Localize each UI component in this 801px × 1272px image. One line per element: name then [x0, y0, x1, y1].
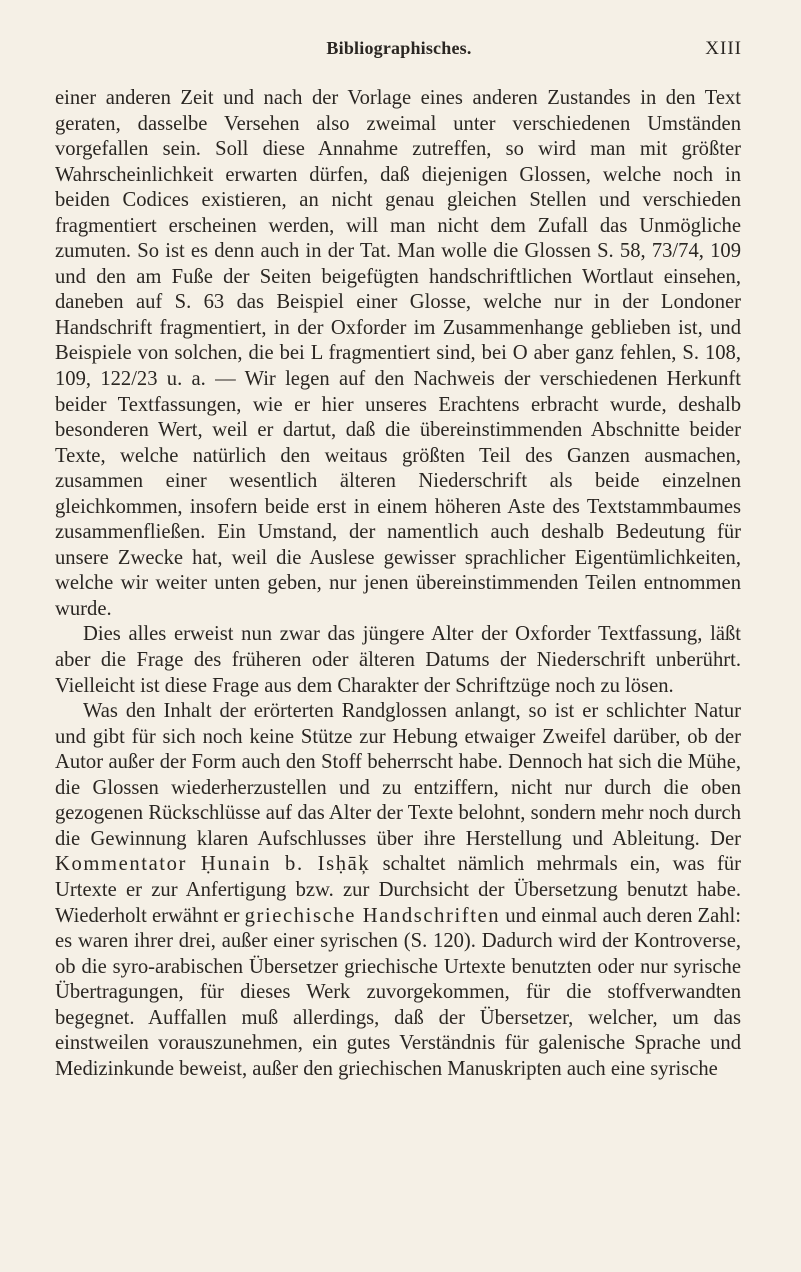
page-header: [56, 38, 742, 66]
paragraph-2: Dies alles erweist nun zwar das jüngere Alter der Oxforder Textfassung, läßt aber die Frage des früheren oder älteren Datums der Niederschrift unberührt. Vielleicht ist diese Frage aus dem Charakter der Schriftzüge noch zu lösen.: [55, 623, 741, 697]
page-number: XIII: [705, 38, 742, 59]
paragraph-3: [55, 699, 741, 1082]
body-text: [55, 86, 741, 1082]
spaced-emphasis-commentator: Kommentator Ḥunain b. Isḥāķ: [55, 853, 371, 876]
paragraph-3-text-c: und einmal auch deren Zahl: es waren ihrer drei, außer einer syrischen (S. 120). Dadurch wird der Kontroverse, ob die syro-arabischen Übersetzer griechische Urtexte benutzten oder nur syrische Übertragungen, für dieses Werk zuvorgekommen, für die stoffverwandten begegnet. Auffallen muß allerdings, daß der Übersetzer, welcher, um das einstweilen vorauszunehmen, ein gutes Verständnis für galenische Sprache und Medizinkunde beweist, außer den griechischen Manuskripten auch eine syrische: [55, 904, 741, 1080]
paragraph-3-text-a: Was den Inhalt der erörterten Randglossen anlangt, so ist er schlichter Natur und gibt für sich noch keine Stütze zur Hebung etwaiger Zweifel darüber, ob der Autor außer der Form auch den Stoff beherrscht habe. Dennoch hat sich die Mühe, die Glossen wiederherzustellen und zu entziffern, nicht nur durch die oben gezogenen Rückschlüsse auf das Alter der Texte belohnt, sondern mehr noch durch die Gewinnung klaren Aufschlusses über ihre Herstellung und Ableitung. Der: [55, 700, 741, 850]
spaced-emphasis-greek-manuscripts: griechische Handschriften: [244, 904, 501, 927]
paragraph-3-text-b: schaltet nämlich mehrmals ein, was für Urtexte er zur Anfertigung bzw. zur Durchsicht der Übersetzung benutzt habe. Wiederholt erwähnt er: [55, 853, 741, 927]
running-head: Bibliographisches.: [326, 38, 472, 58]
paragraph-1: einer anderen Zeit und nach der Vorlage eines anderen Zustandes in den Text geraten, dasselbe Versehen also zweimal unter verschiedenen Umständen vorgefallen sein. Soll diese Annahme zutreffen, so wird man mit größter Wahrscheinlichkeit erwarten dürfen, daß diejenigen Glossen, welche noch in beiden Codices existieren, an nicht genau gleichen Stellen und verschieden fragmentiert erscheinen werden, will man nicht dem Zufall das Unmögliche zumuten. So ist es denn auch in der Tat. Man wolle die Glossen S. 58, 73/74, 109 und den am Fuße der Seiten beigefügten handschriftlichen Wortlaut einsehen, daneben auf S. 63 das Beispiel einer Glosse, welche nur in der Londoner Handschrift fragmentiert, in der Oxforder im Zusammenhange geblieben ist, und Beispiele von solchen, die bei L fragmentiert sind, bei O aber ganz fehlen, S. 108, 109, 122/23 u. a. — Wir legen auf den Nachweis der verschiedenen Herkunft beider Textfassungen, wie er hier unseres Erachtens erbracht wurde, deshalb besonderen Wert, weil er dartut, daß die übereinstimmenden Abschnitte beider Texte, welche natürlich den weitaus größten Teil des Ganzen ausmachen, zusammen einer wesentlich älteren Niederschrift als beide einzelnen gleichkommen, insofern beide erst in einem höheren Aste des Textstammbaumes zusammenfließen. Ein Umstand, der namentlich auch deshalb Bedeutung für unsere Zwecke hat, weil die Auslese gewisser sprachlicher Eigentümlichkeiten, welche wir weiter unten geben, nur jenen übereinstimmenden Teilen entnommen wurde.: [55, 87, 741, 620]
